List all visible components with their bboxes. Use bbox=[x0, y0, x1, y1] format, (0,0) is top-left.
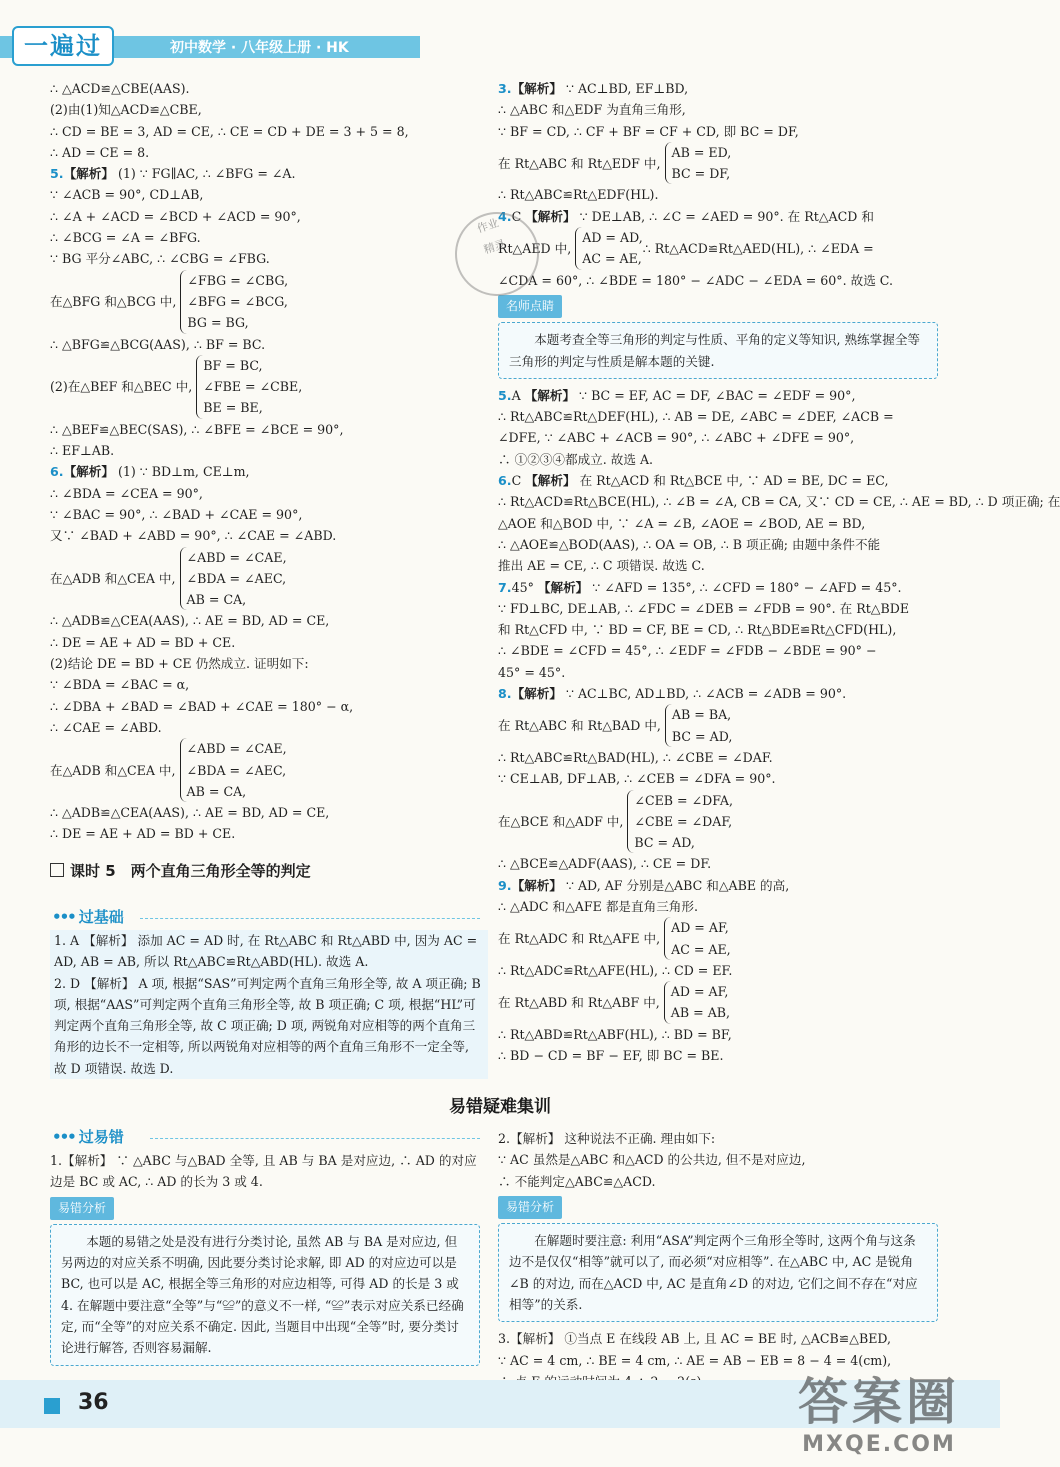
solution-line bbox=[498, 78, 938, 99]
solution-line bbox=[50, 227, 490, 248]
solution-line bbox=[498, 406, 938, 427]
solution-line bbox=[498, 960, 938, 981]
condition-line: BG = BG, bbox=[187, 315, 249, 331]
solution-line bbox=[498, 683, 938, 704]
system-of-conditions bbox=[50, 738, 490, 802]
analysis-tag: 【解析】 bbox=[525, 473, 576, 489]
solution-text: (1) ∵ BD⊥m, CE⊥m, bbox=[113, 464, 250, 480]
answer-choice: A bbox=[511, 387, 525, 403]
basics-tag bbox=[52, 906, 124, 927]
solution-line bbox=[498, 491, 1060, 512]
question-number: 5. bbox=[50, 166, 64, 182]
solution-text: ∴ Rt△ABC≌Rt△DEF(HL), ∴ AB = DE, ∠ABC = ∠DEF, ∠ACB = bbox=[498, 409, 894, 425]
condition-cases bbox=[664, 981, 730, 1024]
condition-line: ∠BFG = ∠BCG, bbox=[187, 293, 288, 309]
solution-text: ∵ DE⊥AB, ∴ ∠C = ∠AED = 90°. 在 Rt△ACD 和 bbox=[575, 208, 874, 224]
solution-text: ∴ DE = AE + AD = BD + CE. bbox=[50, 826, 236, 842]
lesson-title-text: 课时 5 两个直角三角形全等的判定 bbox=[70, 862, 311, 880]
system-of-conditions bbox=[498, 981, 938, 1024]
solution-line bbox=[498, 270, 938, 291]
solution-line bbox=[50, 610, 490, 631]
condition-intro: (2)在△BEF 和△BEC 中, bbox=[50, 379, 193, 395]
page-header bbox=[0, 0, 1000, 70]
solution-line bbox=[50, 802, 490, 823]
condition-intro: 在△ADB 和△CEA 中, bbox=[50, 570, 176, 586]
solution-text: ∴ BD − CD = BF − EF, 即 BC = BE. bbox=[498, 1048, 724, 1064]
condition-line: ∠BDA = ∠AEC, bbox=[186, 570, 287, 586]
analysis-tag: 【解析】 bbox=[511, 81, 562, 96]
condition-conclusion: ∴ Rt△ACD≌Rt△AED(HL), ∴ ∠EDA = bbox=[642, 240, 874, 256]
system-of-conditions bbox=[498, 704, 938, 747]
solution-text: ∵ FD⊥BC, DE⊥AB, ∴ ∠FDC = ∠DEB = ∠FDB = 90°. 在 Rt△BDE bbox=[498, 600, 910, 616]
q3-line-2: ∵ AC = 4 cm, ∴ BE = 4 cm, ∴ AE = AB − EB = 8 − 4 = 4(cm), bbox=[498, 1352, 892, 1368]
question-number: 8. bbox=[498, 686, 512, 702]
left-column bbox=[50, 78, 490, 845]
question-number: 5. bbox=[498, 387, 512, 403]
condition-cases bbox=[665, 142, 732, 185]
solution-line bbox=[50, 99, 490, 120]
solution-line bbox=[498, 577, 938, 598]
condition-line: BF = BC, bbox=[203, 357, 263, 373]
solution-line bbox=[50, 440, 490, 461]
solution-text: ∴ △AOE≌△BOD(AAS), ∴ OA = OB, ∴ B 项正确; 由题中条件不能 bbox=[498, 536, 881, 552]
easy-wrong-tag-text: 过易错 bbox=[78, 1128, 124, 1146]
solution-line bbox=[498, 1024, 938, 1045]
question-number: 7. bbox=[498, 579, 512, 595]
solution-text: ∴ ∠BDE = ∠CFD = 45°, ∴ ∠EDF = ∠FDB − ∠BDE = 90° − bbox=[498, 643, 877, 659]
solution-text: (1) ∵ FG∥AC, ∴ ∠BFG = ∠A. bbox=[113, 166, 296, 182]
condition-line: ∠CBE = ∠DAF, bbox=[634, 813, 733, 829]
solution-text: ∵ ∠ACB = 90°, CD⊥AB, bbox=[50, 187, 204, 203]
system-of-conditions bbox=[498, 227, 938, 270]
solution-line bbox=[50, 632, 490, 653]
easy-wrong-tag bbox=[52, 1126, 124, 1147]
system-of-conditions bbox=[498, 790, 938, 854]
condition-cases bbox=[664, 917, 731, 960]
divider bbox=[150, 1138, 480, 1139]
solution-line bbox=[498, 385, 938, 406]
solution-line bbox=[50, 823, 490, 844]
condition-line: AB = BA, bbox=[671, 707, 732, 723]
analysis-tag: 【解析】 bbox=[63, 464, 114, 480]
solution-line bbox=[50, 717, 490, 738]
error-analysis-label: 易错分析 bbox=[498, 1196, 562, 1219]
page-marker-icon bbox=[44, 1398, 60, 1414]
question-number: 9. bbox=[498, 877, 512, 893]
condition-line: BC = AD, bbox=[634, 835, 695, 851]
system-of-conditions bbox=[50, 547, 490, 611]
solution-line bbox=[498, 598, 938, 619]
solution-line bbox=[498, 747, 938, 768]
answer-choice: C bbox=[511, 473, 526, 489]
condition-cases bbox=[196, 355, 302, 419]
solution-line bbox=[50, 248, 490, 269]
solution-text: ∴ Rt△ABC≌Rt△EDF(HL). bbox=[498, 187, 659, 203]
solution-line bbox=[498, 449, 938, 470]
basics-answers bbox=[50, 930, 488, 1079]
solution-text: ∴ ①②③④都成立. 故选 A. bbox=[498, 451, 654, 467]
tip-label: 名师点睛 bbox=[498, 295, 562, 318]
right-bottom-block bbox=[498, 1128, 938, 1392]
system-of-conditions bbox=[498, 142, 938, 185]
analysis-tag: 【解析】 bbox=[525, 208, 576, 224]
solution-text: (2)由(1)知△ACD≌△CBE, bbox=[50, 102, 202, 118]
solution-text: ∴ △BEF≌△BEC(SAS), ∴ ∠BFE = ∠BCE = 90°, bbox=[50, 421, 344, 437]
solution-text: 在 Rt△ACD 和 Rt△BCE 中, ∵ AD = BE, DC = EC, bbox=[575, 473, 889, 489]
condition-line: AD = AD, bbox=[582, 230, 643, 246]
solution-line bbox=[498, 513, 938, 534]
analysis-tag: 【解析】 bbox=[511, 877, 562, 893]
solution-text: ∴ ∠DBA + ∠BAD = ∠BAD + ∠CAE = 180° − α, bbox=[50, 698, 354, 714]
solution-text: 和 Rt△CFD 中, ∵ BD = CF, BE = CD, ∴ Rt△BDE≌Rt△CFD(HL), bbox=[498, 622, 897, 638]
solution-line bbox=[498, 662, 938, 683]
basics-tag-text: 过基础 bbox=[78, 908, 124, 926]
solution-line bbox=[498, 427, 938, 448]
dots-icon: ••• bbox=[52, 1128, 75, 1146]
condition-line: AB = CA, bbox=[186, 592, 247, 608]
solution-text: ∴ △BCE≌△ADF(AAS), ∴ CE = DF. bbox=[498, 856, 712, 872]
condition-line: ∠FBE = ∠CBE, bbox=[203, 379, 303, 395]
solution-line bbox=[498, 206, 938, 227]
solution-text: ∴ ∠BCG = ∠A = ∠BFG. bbox=[50, 230, 201, 246]
stamp-text-1: 作业 bbox=[475, 216, 501, 236]
solution-text: ∵ BG 平分∠ABC, ∴ ∠CBG = ∠FBG. bbox=[50, 251, 270, 267]
condition-cases bbox=[575, 227, 643, 270]
solution-text: ∵ AD, AF 分别是△ABC 和△ABE 的高, bbox=[561, 877, 790, 893]
basics-item-1: 1. A 【解析】 添加 AC = AD 时, 在 Rt△ABC 和 Rt△ABD 中, 因为 AC = AD, AB = AB, 所以 Rt△ABC≌Rt△ABD(HL). 故选 A. bbox=[54, 933, 478, 970]
condition-cases bbox=[180, 738, 287, 802]
condition-intro: 在 Rt△ABC 和 Rt△EDF 中, bbox=[498, 155, 661, 171]
solution-text: ∴ Rt△ACD≌Rt△BCE(HL), ∴ ∠B = ∠A, CB = CA, 又∵ CD = CE, ∴ AE = BD, ∴ D 项正确; 在 bbox=[498, 494, 1060, 510]
solution-text: ∴ DE = AE + AD = BD + CE. bbox=[50, 634, 236, 650]
solution-text: (2)结论 DE = BD + CE 仍然成立. 证明如下: bbox=[50, 656, 309, 672]
condition-line: AD = AF, bbox=[671, 920, 729, 936]
solution-line bbox=[50, 163, 490, 184]
solution-text: ∴ AD = CE = 8. bbox=[50, 144, 150, 160]
solution-line bbox=[498, 768, 938, 789]
condition-line: BE = BE, bbox=[203, 400, 263, 416]
condition-line: ∠ABD = ∠CAE, bbox=[186, 549, 287, 565]
solution-line bbox=[50, 696, 490, 717]
stamp-text-2: 精灵 bbox=[482, 237, 508, 257]
condition-line: ∠CEB = ∠DFA, bbox=[634, 792, 734, 808]
condition-intro: 在 Rt△ADC 和 Rt△AFE 中, bbox=[498, 930, 661, 946]
solution-line bbox=[50, 206, 490, 227]
condition-cases bbox=[180, 270, 288, 334]
solution-line bbox=[498, 470, 938, 491]
solution-text: ∴ ∠BDA = ∠CEA = 90°, bbox=[50, 485, 203, 501]
solution-line bbox=[498, 555, 938, 576]
analysis-tag: 【解析】 bbox=[524, 387, 576, 403]
condition-line: AD = AF, bbox=[670, 984, 729, 1000]
solution-line bbox=[50, 483, 490, 504]
solution-text: ∴ △ADC 和△AFE 都是直角三角形. bbox=[498, 898, 698, 914]
condition-intro: 在 Rt△ABC 和 Rt△BAD 中, bbox=[498, 717, 661, 733]
error-analysis-note: 在解题时要注意: 利用“ASA”判定两个三角形全等时, 这两个角与这条边不是仅仅“相等”就可以了, 而必须“对应相等”. 在△ABC 中, AC 是锐角∠B 的对边, 而在△ACD 中, AC 是直角∠D 的对边, 它们之间不存在“对应相等”的关系. bbox=[498, 1223, 938, 1322]
analysis-tag: 【解析】 bbox=[63, 166, 114, 182]
condition-intro: 在△ADB 和△CEA 中, bbox=[50, 762, 176, 778]
solution-text: ∵ ∠BAC = 90°, ∴ ∠BAD + ∠CAE = 90°, bbox=[50, 506, 303, 522]
easy-wrong-q1: 1.【解析】 ∵ △ABC 与△BAD 全等, 且 AB 与 BA 是对应边, ∴ AD 的对应边是 BC 或 AC, ∴ AD 的长为 3 或 4. bbox=[50, 1153, 477, 1190]
question-number: 6. bbox=[50, 464, 64, 480]
solution-text: ∵ CE⊥AB, DF⊥AB, ∴ ∠CEB = ∠DFA = 90°. bbox=[498, 771, 776, 787]
solution-line bbox=[50, 461, 490, 482]
solution-text: ∴ CD = BE = 3, AD = CE, ∴ CE = CD + DE = 3 + 5 = 8, bbox=[50, 123, 409, 139]
solution-line bbox=[498, 1045, 938, 1066]
solution-text: 又∵ ∠BAD + ∠ABD = 90°, ∴ ∠CAE = ∠ABD. bbox=[50, 528, 337, 544]
solution-line bbox=[50, 419, 490, 440]
solution-line bbox=[498, 184, 938, 205]
condition-intro: Rt△AED 中, bbox=[498, 240, 572, 256]
q2-line-1: 2.【解析】 这种说法不正确. 理由如下: bbox=[498, 1131, 716, 1146]
system-of-conditions bbox=[498, 917, 938, 960]
condition-line: AB = CA, bbox=[186, 783, 247, 799]
solution-text: ∴ ∠A + ∠ACD = ∠BCD + ∠ACD = 90°, bbox=[50, 208, 301, 224]
condition-line: ∠BDA = ∠AEC, bbox=[186, 762, 287, 778]
right-column bbox=[498, 78, 1060, 1066]
question-number: 4. bbox=[498, 208, 512, 224]
condition-line: BC = DF, bbox=[671, 166, 731, 182]
watermark-main: 答案圈 bbox=[798, 1373, 960, 1431]
solution-line bbox=[498, 640, 938, 661]
solution-line bbox=[498, 99, 938, 120]
condition-line: AC = AE, bbox=[671, 941, 731, 957]
solution-line bbox=[498, 853, 938, 874]
error-analysis-note: 本题的易错之处是没有进行分类讨论, 虽然 AB 与 BA 是对应边, 但另两边的对应关系不明确, 因此要分类讨论求解, 即 AD 的对应边可以是 BC, 也可以是 AC, 根据全等三角形的对应边相等, 可得 AD 的长是 3 或 4. 在解题中要注意“全等”与“≌”的意义不一样, “≌”表示对应关系已经确定, 而“全等”的对应关系不确定. 因此, 当题目中出现“全等”时, 要分类讨论进行解答, 否则容易漏解. bbox=[50, 1224, 480, 1366]
solution-line bbox=[50, 184, 490, 205]
solution-line bbox=[50, 334, 490, 355]
solution-text: ∵ AC⊥BD, EF⊥BD, bbox=[561, 81, 689, 96]
solution-line bbox=[498, 875, 938, 896]
solution-text: ∵ ∠AFD = 135°, ∴ ∠CFD = 180° − ∠AFD = 45°. bbox=[588, 579, 902, 595]
condition-line: BC = AD, bbox=[671, 728, 733, 744]
solution-text: 推出 AE = CE, ∴ C 项错误. 故选 C. bbox=[498, 558, 705, 574]
solution-line bbox=[50, 142, 490, 163]
solution-text: ∴ △BFG≌△BCG(AAS), ∴ BF = BC. bbox=[50, 336, 266, 352]
solution-text: △AOE 和△BOD 中, ∵ ∠A = ∠B, ∠AOE = ∠BOD, AE = BD, bbox=[498, 515, 866, 531]
condition-line: AC = AE, bbox=[582, 251, 642, 267]
basics-item-2: 2. D 【解析】 A 项, 根据“SAS”可判定两个直角三角形全等, 故 A 项正确; B 项, 根据“AAS”可判定两个直角三角形全等, 故 B 项正确; C 项, 根据“HL”可判定两个直角三角形全等, 故 C 项正确; D 项, 两锐角对应相等的两个直角三角形的边长不一定相等, 所以两锐角对应相等的两个直角三角形不一定全等, 故 D 项错误. 故选 D. bbox=[54, 975, 481, 1076]
condition-line: AB = ED, bbox=[671, 144, 732, 160]
lesson-title bbox=[50, 860, 490, 881]
page-number: 36 bbox=[78, 1390, 109, 1415]
solution-text: ∴ Rt△ABC≌Rt△BAD(HL), ∴ ∠CBE = ∠DAF. bbox=[498, 749, 773, 765]
solution-text: ∴ △ABC 和△EDF 为直角三角形, bbox=[498, 102, 686, 118]
solution-line bbox=[498, 896, 938, 917]
solution-line bbox=[50, 78, 490, 99]
condition-intro: 在△BFG 和△BCG 中, bbox=[50, 293, 177, 309]
condition-intro: 在△BCE 和△ADF 中, bbox=[498, 813, 624, 829]
solution-text: ∵ ∠BDA = ∠BAC = α, bbox=[50, 677, 190, 693]
solution-line bbox=[50, 674, 490, 695]
section-title: 易错疑难集训 bbox=[449, 1097, 551, 1117]
analysis-tag: 【解析】 bbox=[537, 579, 589, 595]
answer-choice: C bbox=[511, 208, 526, 224]
condition-line: ∠ABD = ∠CAE, bbox=[186, 741, 287, 757]
question-number: 6. bbox=[498, 473, 512, 489]
solution-line bbox=[498, 534, 938, 555]
solution-text: ∵ BC = EF, AC = DF, ∠BAC = ∠EDF = 90°, bbox=[575, 387, 856, 403]
q3-line-1: 3.【解析】 ①当点 E 在线段 AB 上, 且 AC = BE 时, △ACB≌△BED, bbox=[498, 1331, 892, 1347]
condition-intro: 在 Rt△ABD 和 Rt△ABF 中, bbox=[498, 994, 660, 1010]
q2-line-2: ∵ AC 虽然是△ABC 和△ACD 的公共边, 但不是对应边, bbox=[498, 1152, 806, 1168]
solution-line bbox=[50, 121, 490, 142]
easy-wrong-block bbox=[50, 1150, 480, 1372]
solution-text: ∴ Rt△ABD≌Rt△ABF(HL), ∴ BD = BF, bbox=[498, 1026, 732, 1042]
solution-text: ∴ Rt△ADC≌Rt△AFE(HL), ∴ CD = EF. bbox=[498, 962, 733, 978]
question-number: 3. bbox=[498, 81, 512, 96]
condition-line: ∠FBG = ∠CBG, bbox=[187, 272, 289, 288]
condition-cases bbox=[665, 704, 732, 747]
solution-text: 45° = 45°. bbox=[498, 664, 566, 680]
q2-line-3: ∴ 不能判定△ABC≌△ACD. bbox=[498, 1173, 656, 1189]
checkbox-icon bbox=[50, 863, 64, 877]
solution-text: ∵ BF = CD, ∴ CF + BF = CF + CD, 即 BC = DF, bbox=[498, 123, 799, 139]
solution-text: ∠CDA = 60°, ∴ ∠BDE = 180° − ∠ADC − ∠EDA = 60°. 故选 C. bbox=[498, 272, 893, 288]
system-of-conditions bbox=[50, 355, 490, 419]
solution-line bbox=[50, 525, 490, 546]
series-title: 初中数学 · 八年级上册 · HK bbox=[170, 40, 349, 56]
solution-text: ∴ △ADB≌△CEA(AAS), ∴ AE = BD, AD = CE, bbox=[50, 805, 330, 821]
answer-choice: 45° bbox=[511, 579, 538, 595]
solution-text: ∴ △ADB≌△CEA(AAS), ∴ AE = BD, AD = CE, bbox=[50, 613, 330, 629]
solution-line bbox=[498, 619, 938, 640]
brand-logo: 一遍过 bbox=[12, 26, 114, 66]
condition-line: AB = AB, bbox=[670, 1005, 731, 1021]
analysis-tag: 【解析】 bbox=[511, 686, 562, 702]
solution-text: ∴ EF⊥AB. bbox=[50, 443, 115, 459]
watermark bbox=[798, 1372, 960, 1457]
watermark-url: MXQE.COM bbox=[802, 1432, 956, 1457]
dots-icon: ••• bbox=[52, 908, 75, 926]
error-analysis-label: 易错分析 bbox=[50, 1197, 114, 1220]
solution-text: ∵ AC⊥BC, AD⊥BD, ∴ ∠ACB = ∠ADB = 90°. bbox=[561, 686, 847, 702]
solution-line bbox=[50, 504, 490, 525]
tip-note: 本题考查全等三角形的判定与性质、平角的定义等知识, 熟练掌握全等三角形的判定与性质是解本题的关键. bbox=[498, 322, 938, 379]
solution-line bbox=[50, 653, 490, 674]
solution-text: ∴ ∠CAE = ∠ABD. bbox=[50, 719, 162, 735]
solution-text: ∠DFE, ∵ ∠ABC + ∠ACB = 90°, ∴ ∠ABC + ∠DFE = 90°, bbox=[498, 430, 855, 446]
condition-cases bbox=[627, 790, 733, 854]
divider bbox=[140, 918, 480, 919]
system-of-conditions bbox=[50, 270, 490, 334]
condition-cases bbox=[180, 547, 287, 611]
solution-line bbox=[498, 121, 938, 142]
solution-text: ∴ △ACD≌△CBE(AAS). bbox=[50, 81, 190, 96]
